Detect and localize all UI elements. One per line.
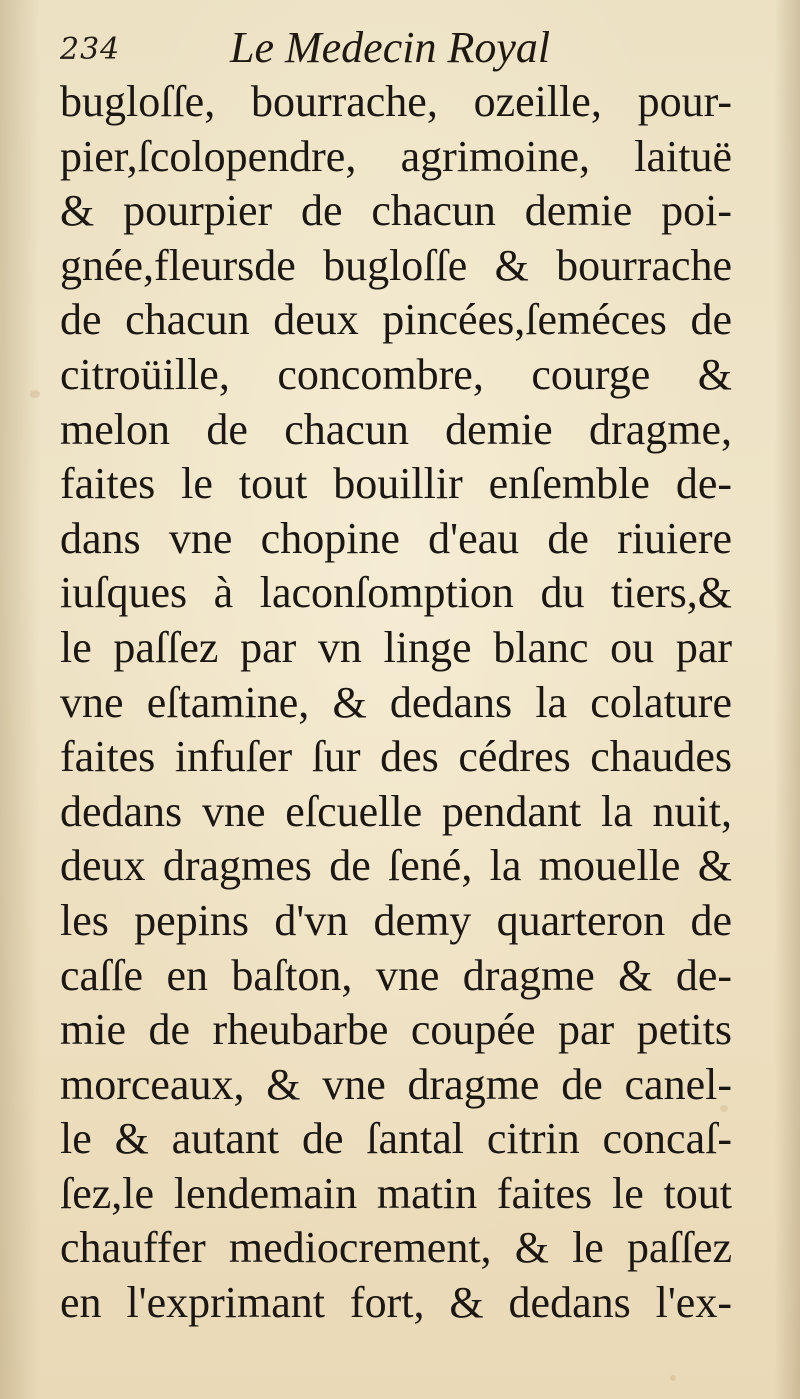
- text-line: en l'exprimant fort, & dedans l'ex-: [60, 1278, 732, 1328]
- text-line: vne eſtamine, & dedans la colature: [60, 677, 732, 727]
- text-line: dans vne chopine d'eau de riuiere: [60, 513, 732, 563]
- text-line: pier,ſcolopendre, agrimoine, laituë: [60, 131, 732, 181]
- text-line: les pepins d'vn demy quarteron de: [60, 895, 732, 945]
- page-gutter-shadow: [0, 0, 40, 1399]
- running-title: Le Medecin Royal: [230, 23, 551, 72]
- text-line: faites le tout bouillir enſemble de-: [60, 459, 732, 509]
- text-line: le paſſez par vn linge blanc ou par: [60, 622, 732, 672]
- text-line: iuſques à laconſomption du tiers,&: [60, 568, 732, 618]
- text-line: gnée,fleursde bugloſſe & bourrache: [60, 240, 732, 290]
- foxing-spot: [670, 1375, 676, 1381]
- page-header: [60, 18, 740, 78]
- text-line: caſſe en baſton, vne dragme & de-: [60, 950, 732, 1000]
- text-line: deux dragmes de ſené, la mouelle &: [60, 841, 732, 891]
- text-line: morceaux, & vne dragme de canel-: [60, 1059, 732, 1109]
- text-line: faites infuſer ſur des cédres chaudes: [60, 732, 732, 782]
- text-line: citroüille, concombre, courge &: [60, 349, 732, 399]
- text-line: le & autant de ſantal citrin concaſ-: [60, 1114, 732, 1164]
- text-line: ſez,le lendemain matin faites le tout: [60, 1168, 732, 1218]
- text-line: chauffer mediocrement, & le paſſez: [60, 1223, 732, 1273]
- text-line: de chacun deux pincées,ſeméces de: [60, 295, 732, 345]
- text-line: dedans vne eſcuelle pendant la nuit,: [60, 786, 732, 836]
- foxing-spot: [30, 390, 40, 398]
- text-line: melon de chacun demie dragme,: [60, 404, 732, 454]
- page-number: 234: [60, 32, 121, 67]
- body-text: [60, 75, 732, 1331]
- text-line: & pourpier de chacun demie poi-: [60, 186, 732, 236]
- text-line: mie de rheubarbe coupée par petits: [60, 1005, 732, 1055]
- text-line: bugloſſe, bourrache, ozeille, pour-: [60, 77, 732, 126]
- page-edge-shadow: [774, 0, 800, 1399]
